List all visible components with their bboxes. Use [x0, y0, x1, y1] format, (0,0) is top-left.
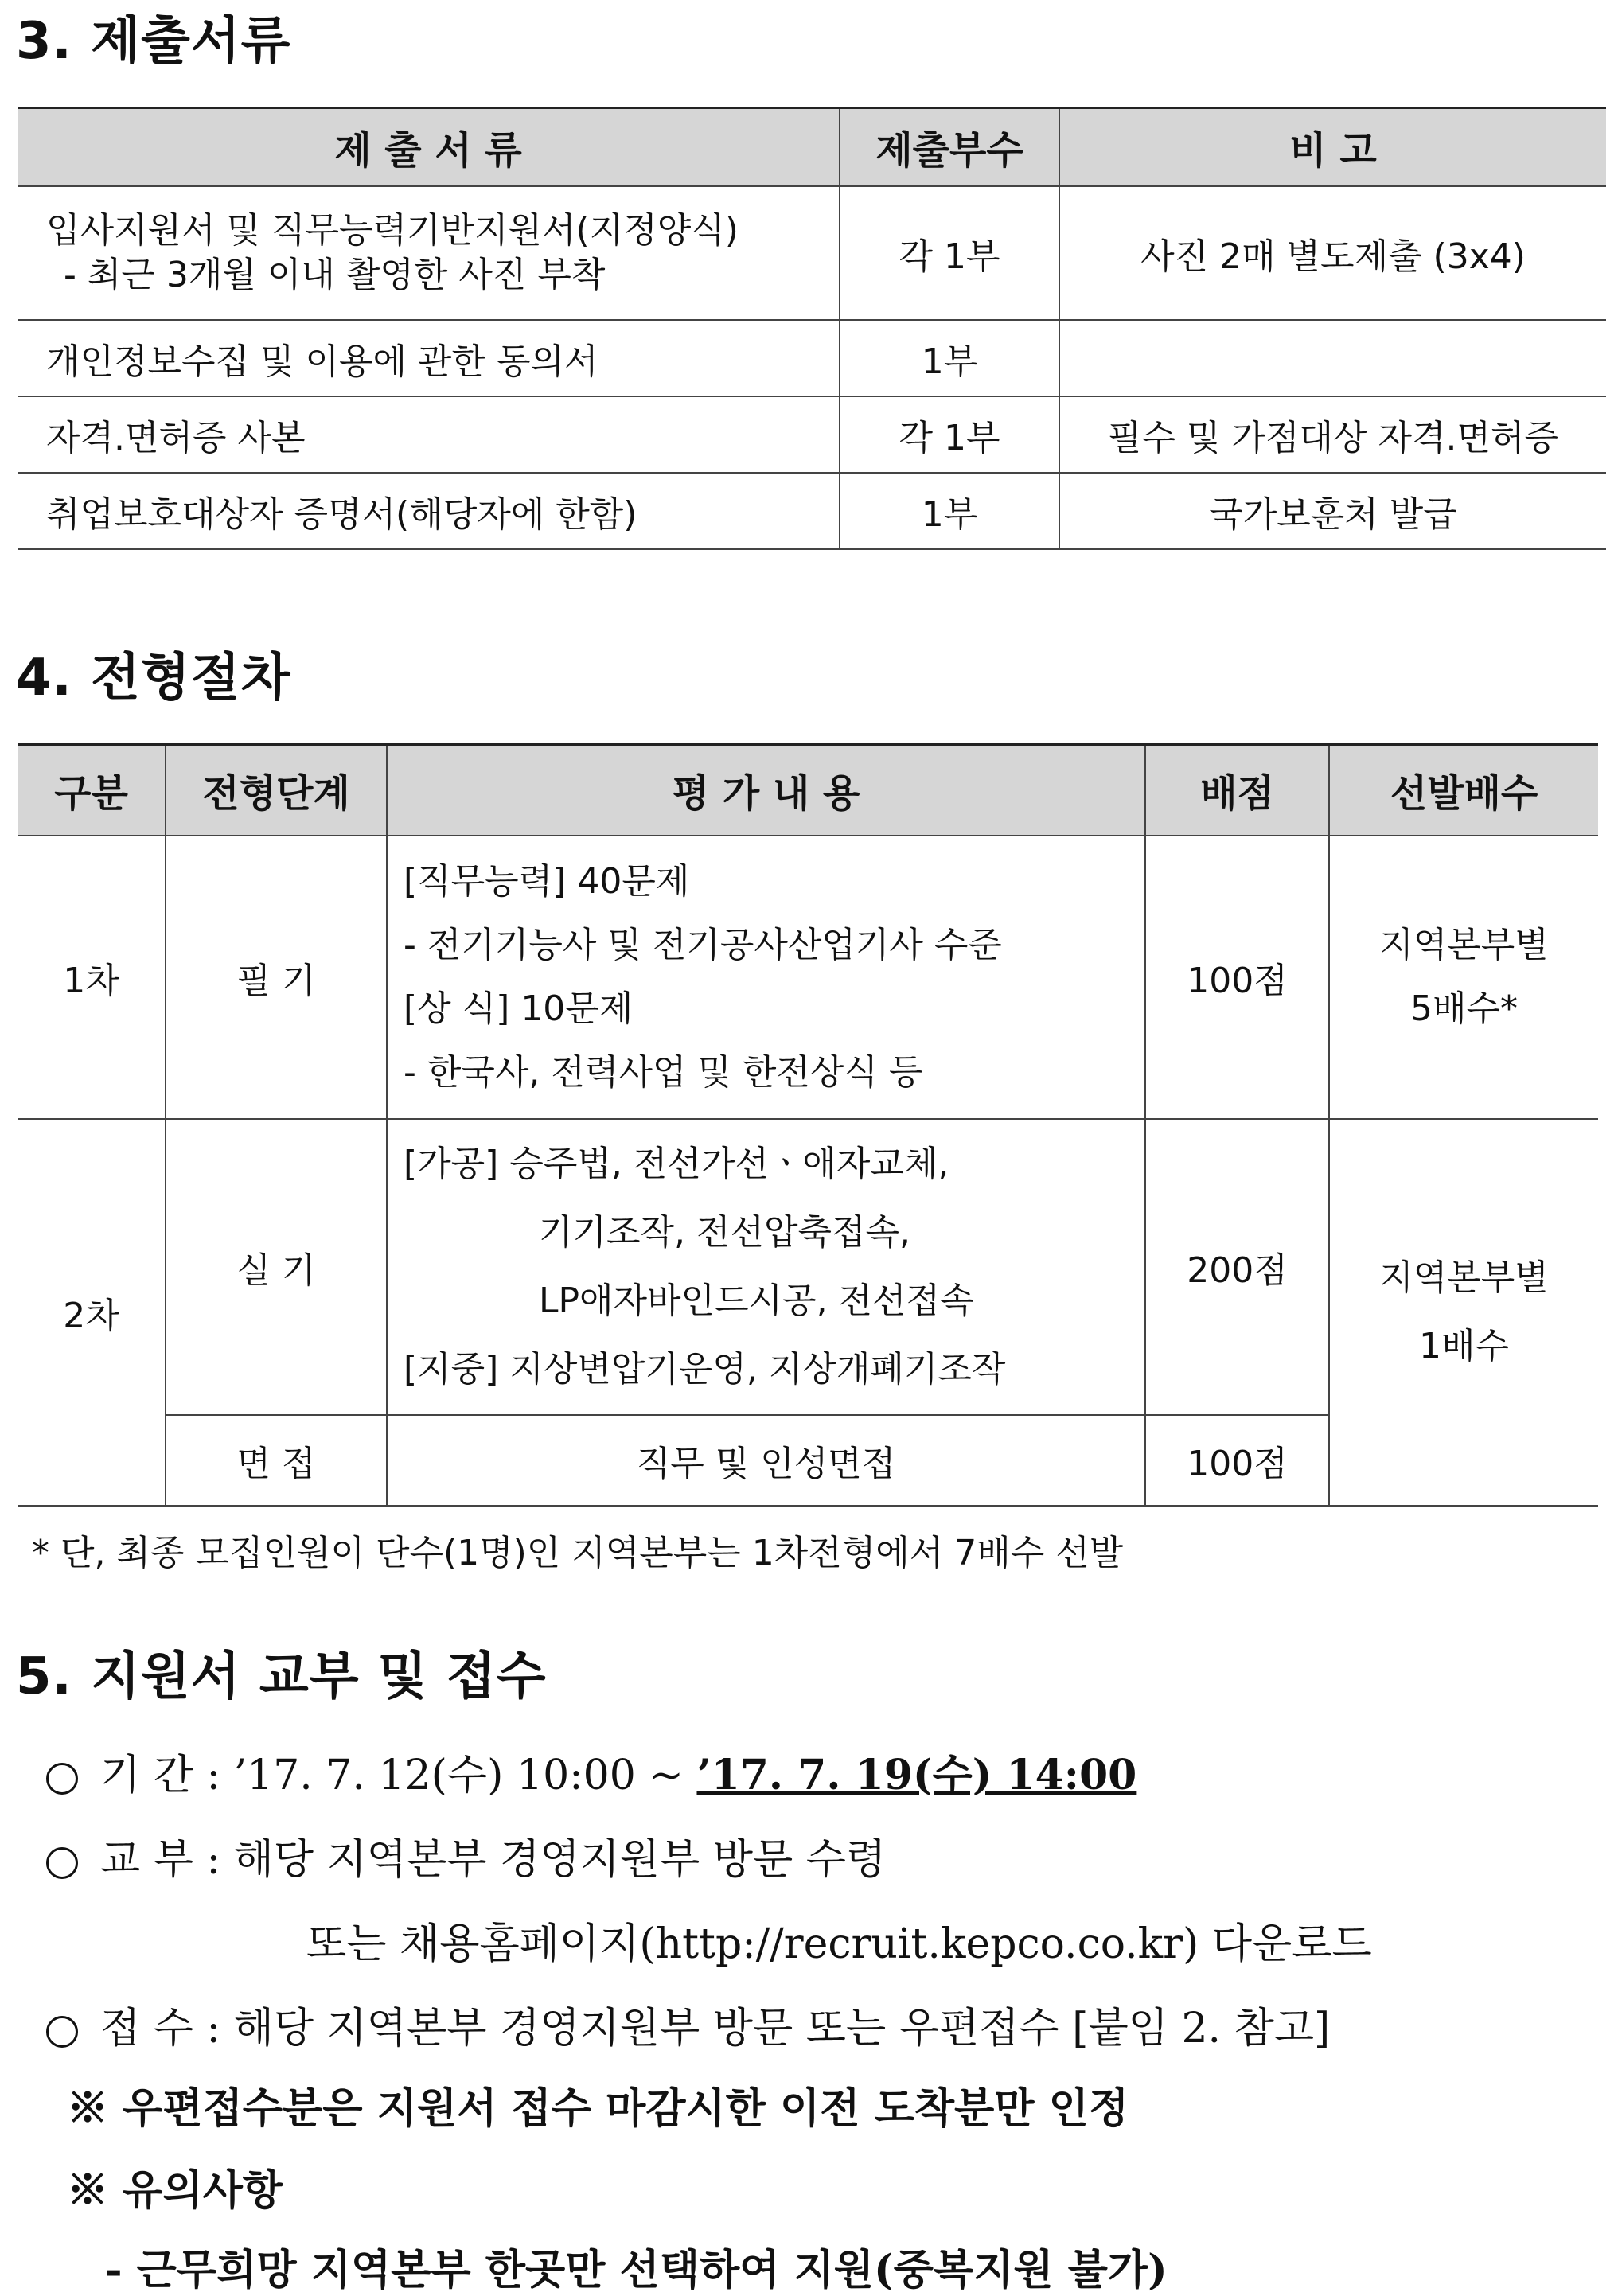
doc-cell: 자격.면허증 사본 — [18, 396, 840, 473]
content-line: [직무능력] 40문제 — [404, 860, 690, 902]
count-cell: 1부 — [840, 473, 1059, 549]
section-5-title: 5. 지원서 교부 및 접수 — [16, 1647, 547, 1706]
reception-label: 접 수 : — [100, 2005, 221, 2052]
header-remarks: 비 고 — [1059, 108, 1606, 186]
content-line: - 전기기능사 및 전기공사산업기사 수준 — [404, 924, 1002, 965]
selection-cell — [1329, 1119, 1598, 1506]
section-4-title: 4. 전형절차 — [16, 649, 291, 708]
table-row — [18, 396, 1606, 473]
content-cell — [387, 1119, 1145, 1415]
header-division: 구분 — [18, 745, 166, 836]
header-score: 배점 — [1145, 745, 1329, 836]
caution-heading: ※ 유의사항 — [67, 2166, 283, 2215]
section-3-title: 3. 제출서류 — [16, 12, 291, 71]
period-line — [46, 1741, 1136, 1801]
stage-cell: 실 기 — [166, 1119, 387, 1415]
count-cell: 1부 — [840, 320, 1059, 396]
division-cell: 1차 — [18, 836, 166, 1119]
circle-bullet-icon — [46, 1763, 78, 1795]
content-line: - 한국사, 전력사업 및 한전상식 등 — [404, 1051, 923, 1093]
period-end: ’17. 7. 19(수) 14:00 — [696, 1751, 1137, 1799]
division-cell: 2차 — [18, 1119, 166, 1506]
selection-line: 지역본부별 — [1379, 924, 1549, 965]
score-cell: 100점 — [1145, 836, 1329, 1119]
selection-line: 1배수 — [1418, 1325, 1509, 1366]
caution-item: - 근무희망 지역본부 한곳만 선택하여 지원(중복지원 불가) — [105, 2246, 1168, 2294]
count-cell: 각 1부 — [840, 396, 1059, 473]
doc-line: - 최근 3개월 이내 촬영한 사진 부착 — [64, 254, 606, 295]
circle-bullet-icon — [46, 1847, 78, 1879]
documents-table — [18, 107, 1606, 550]
stage-cell: 필 기 — [166, 836, 387, 1119]
content-cell — [387, 836, 1145, 1119]
content-line: LP애자바인드시공, 전선접속 — [539, 1280, 974, 1321]
remark-cell: 사진 2매 별도제출 (3x4) — [1059, 186, 1606, 320]
footnote: * 단, 최종 모집인원이 단수(1명)인 지역본부는 1차전형에서 7배수 선발 — [32, 1533, 1124, 1573]
header-stage: 전형단계 — [166, 745, 387, 836]
distribution-line-2: 또는 채용홈페이지(http://recruit.kepco.co.kr) 다운로드 — [306, 1920, 1372, 1968]
content-line: 기기조작, 전선압축접속, — [539, 1211, 910, 1253]
header-documents: 제 출 서 류 — [18, 108, 840, 186]
stage-cell: 면 접 — [166, 1415, 387, 1506]
selection-cell — [1329, 836, 1598, 1119]
count-cell: 각 1부 — [840, 186, 1059, 320]
reception-line — [46, 1994, 1330, 2054]
selection-line: 지역본부별 — [1379, 1257, 1549, 1298]
selection-process-table — [18, 743, 1598, 1507]
distribution-line — [46, 1826, 886, 1885]
content-cell: 직무 및 인성면접 — [387, 1415, 1145, 1506]
remark-cell — [1059, 320, 1606, 396]
score-cell: 200점 — [1145, 1119, 1329, 1415]
score-cell: 100점 — [1145, 1415, 1329, 1506]
content-line: [가공] 승주법, 전선가선ㆍ애자교체, — [404, 1143, 949, 1184]
remark-cell: 필수 및 가점대상 자격.면허증 — [1059, 396, 1606, 473]
header-content: 평 가 내 용 — [387, 745, 1145, 836]
table-row — [18, 473, 1606, 549]
content-line: [지중] 지상변압기운영, 지상개폐기조작 — [404, 1348, 1006, 1390]
table-row — [18, 320, 1606, 396]
header-selection: 선발배수 — [1329, 745, 1598, 836]
distribution-text: 해당 지역본부 경영지원부 방문 수령 — [233, 1836, 887, 1884]
period-start: ’17. 7. 12(수) 10:00 ~ — [233, 1752, 697, 1799]
reception-text: 해당 지역본부 경영지원부 방문 또는 우편접수 [붙임 2. 참고] — [233, 2005, 1331, 2052]
doc-cell: 취업보호대상자 증명서(해당자에 한함) — [18, 473, 840, 549]
doc-line: 입사지원서 및 직무능력기반지원서(지정양식) — [46, 209, 739, 251]
selection-line: 5배수* — [1409, 988, 1518, 1029]
mail-notice: ※ 우편접수분은 지원서 접수 마감시한 이전 도착분만 인정 — [67, 2084, 1129, 2133]
table-row — [18, 1119, 1598, 1415]
header-count: 제출부수 — [840, 108, 1059, 186]
remark-cell: 국가보훈처 발급 — [1059, 473, 1606, 549]
period-label: 기 간 : — [100, 1752, 221, 1799]
circle-bullet-icon — [46, 2016, 78, 2048]
table-row — [18, 836, 1598, 1119]
distribution-label: 교 부 : — [100, 1836, 221, 1884]
table-row — [18, 186, 1606, 320]
content-line: [상 식] 10문제 — [404, 988, 634, 1029]
doc-cell: 개인정보수집 및 이용에 관한 동의서 — [18, 320, 840, 396]
doc-cell — [18, 186, 840, 320]
